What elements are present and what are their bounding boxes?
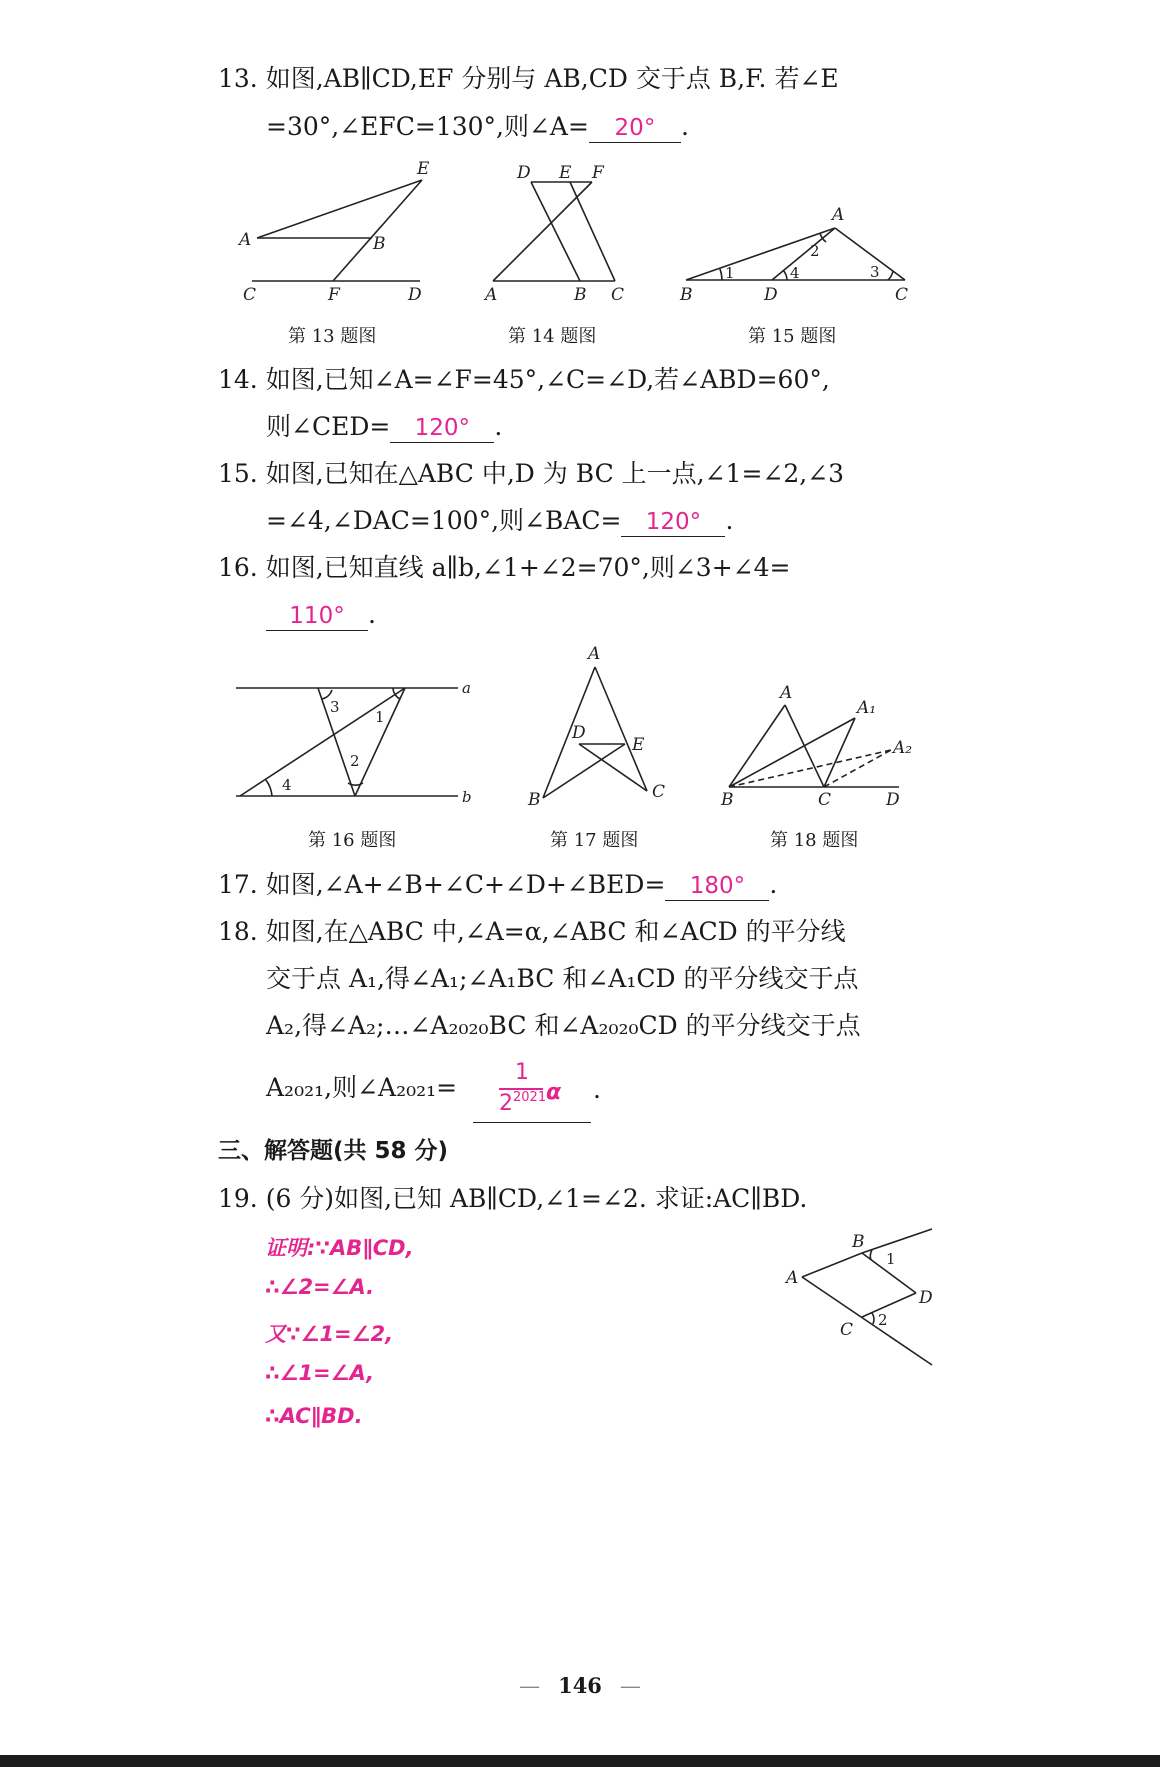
p17-period: .	[769, 870, 778, 899]
figure-18	[715, 680, 925, 810]
p19-proof-line-4: ∴∠1=∠A,	[265, 1361, 375, 1385]
page-number-value: 146	[558, 1673, 602, 1698]
caption-fig15: 第 15 题图	[748, 326, 837, 347]
fig15-arc-1	[720, 269, 722, 280]
fig18-label-b: B	[721, 790, 734, 810]
p19-statement: 19. (6 分)如图,已知 AB∥CD,∠1=∠2. 求证:AC∥BD.	[218, 1184, 808, 1213]
fig18-label-a2: A₂	[893, 738, 913, 758]
caption-fig18: 第 18 题图	[770, 830, 859, 851]
fig16-angle-3: 3	[330, 698, 340, 716]
fig14-label-b: B	[574, 285, 587, 305]
fig14-label-d: D	[517, 163, 531, 183]
p19-proof-line-2: ∴∠2=∠A.	[265, 1275, 375, 1299]
fig19-line-ab	[802, 1253, 862, 1277]
p17-answer: 180°	[665, 875, 769, 901]
fig15-angle-3: 3	[870, 263, 880, 281]
fig18-line-ba2	[729, 750, 891, 787]
fig14-label-e: E	[559, 163, 572, 183]
fig19-label-b: B	[852, 1232, 865, 1252]
fig14-label-f: F	[592, 163, 604, 183]
fig19-line-cd	[862, 1293, 916, 1317]
fig16-angle-1: 1	[375, 708, 385, 726]
fig15-line-ad	[772, 228, 835, 280]
fig14-line-de	[531, 182, 580, 281]
caption-fig17: 第 17 题图	[550, 830, 639, 851]
bottom-bar	[0, 1755, 1160, 1767]
fig18-label-c: C	[818, 790, 832, 810]
p16-line1: 16. 如图,已知直线 a∥b,∠1+∠2=70°,则∠3+∠4=	[218, 553, 791, 582]
p14-line1: 14. 如图,已知∠A=∠F=45°,∠C=∠D,若∠ABD=60°,	[218, 365, 830, 394]
p18-line2: 交于点 A₁,得∠A₁;∠A₁BC 和∠A₁CD 的平分线交于点	[266, 964, 859, 993]
fig13-label-d: D	[408, 285, 422, 305]
p18-answer-denominator	[499, 1090, 546, 1116]
caption-fig16: 第 16 题图	[308, 830, 397, 851]
fig15-angle-1: 1	[725, 264, 735, 282]
fig18-line-ca1	[824, 718, 855, 787]
p13-period: .	[680, 112, 689, 141]
p13-line1: 13. 如图,AB∥CD,EF 分别与 AB,CD 交于点 B,F. 若∠E	[218, 64, 839, 93]
p14-question: 则∠CED=	[266, 412, 391, 441]
fig19-arc-2	[872, 1313, 874, 1324]
figure-13	[225, 156, 450, 306]
page-number-dash-right: —	[619, 1674, 641, 1698]
fig15-label-c: C	[895, 285, 909, 305]
section-title: 三、解答题(共 58 分)	[218, 1138, 449, 1164]
fig13-label-c: C	[243, 285, 257, 305]
p18-answer-numerator: 1	[515, 1060, 529, 1085]
p16-period: .	[368, 600, 376, 629]
fig16-angle-2: 2	[350, 752, 360, 770]
figure-14	[477, 156, 637, 306]
p13-answer: 20°	[589, 117, 681, 143]
fig19-label-a: A	[786, 1268, 799, 1288]
fig18-label-a: A	[780, 683, 793, 703]
fig18-line-ca2	[824, 750, 891, 787]
p13-question: =30°,∠EFC=130°,则∠A=	[266, 112, 589, 141]
fig19-arc-1	[870, 1250, 872, 1260]
p16-answer: 110°	[266, 605, 368, 631]
fig15-arc-4	[783, 270, 787, 280]
caption-fig13: 第 13 题图	[288, 326, 377, 347]
fig19-label-d: D	[919, 1288, 933, 1308]
p14-answer: 120°	[390, 417, 494, 443]
p18-period: .	[593, 1075, 601, 1104]
p14-period: .	[494, 412, 503, 441]
p18-answer-alpha: α	[546, 1080, 562, 1105]
figure-15	[670, 200, 920, 306]
fig16-angle-4: 4	[282, 776, 292, 794]
fig18-line-ba1	[729, 718, 855, 787]
fig13-label-b: B	[373, 234, 386, 254]
fig15-arc-3	[888, 271, 893, 280]
figure-19	[780, 1225, 940, 1370]
fig16-arc-4	[266, 780, 272, 796]
fig15-label-a: A	[832, 205, 845, 225]
fig19-label-c: C	[840, 1320, 854, 1340]
fig13-label-f: F	[328, 285, 340, 305]
p15-question: =∠4,∠DAC=100°,则∠BAC=	[266, 506, 622, 535]
fig19-angle-1: 1	[886, 1250, 896, 1268]
p13-line2	[266, 114, 689, 143]
p15-answer: 120°	[621, 511, 725, 537]
p14-line2	[266, 414, 502, 443]
page-number-dash-left: —	[519, 1674, 541, 1698]
fig17-label-e: E	[632, 735, 645, 755]
caption-fig14: 第 14 题图	[508, 326, 597, 347]
p15-line1: 15. 如图,已知在△ABC 中,D 为 BC 上一点,∠1=∠2,∠3	[218, 459, 845, 488]
fig17-label-a: A	[588, 645, 601, 664]
fig14-label-a: A	[485, 285, 498, 305]
fig16-label-b: b	[462, 788, 472, 806]
p15-line2	[266, 508, 733, 537]
fig17-label-b: B	[528, 790, 541, 810]
p15-period: .	[725, 506, 734, 535]
fig15-angle-2: 2	[810, 242, 820, 260]
p16-line2	[266, 602, 376, 631]
figure-16	[230, 672, 480, 812]
fig18-line-ba	[729, 705, 785, 787]
fig14-line-af	[493, 182, 592, 281]
figure-17	[522, 645, 672, 810]
p18-line3: A₂,得∠A₂;…∠A₂₀₂₀BC 和∠A₂₀₂₀CD 的平分线交于点	[266, 1011, 861, 1040]
fig18-label-d: D	[886, 790, 900, 810]
p17-line1	[218, 872, 777, 901]
fig16-label-a: a	[462, 679, 471, 697]
p18-line4: A₂₀₂₁,则∠A₂₀₂₁=	[266, 1073, 458, 1102]
fig13-label-a: A	[239, 230, 252, 250]
fig15-label-b: B	[680, 285, 693, 305]
fig19-angle-2: 2	[878, 1311, 888, 1329]
p18-answer-den-exp: 2021	[513, 1090, 547, 1105]
p19-proof-line-3: 又∵∠1=∠2,	[265, 1322, 394, 1346]
fig14-label-c: C	[611, 285, 625, 305]
fig18-label-a1: A₁	[857, 698, 877, 718]
fig15-angle-4: 4	[790, 264, 800, 282]
fig17-label-d: D	[572, 723, 586, 743]
fig15-label-d: D	[764, 285, 778, 305]
page-number	[0, 1673, 1160, 1698]
p19-proof-line-5: ∴AC∥BD.	[265, 1404, 363, 1428]
fig17-line-ab	[543, 667, 595, 798]
p18-line1: 18. 如图,在△ABC 中,∠A=α,∠ABC 和∠ACD 的平分线	[218, 917, 846, 946]
fig17-label-c: C	[652, 782, 666, 802]
p17-question: 17. 如图,∠A+∠B+∠C+∠D+∠BED=	[218, 870, 666, 899]
fig13-label-e: E	[417, 159, 430, 179]
fig17-line-be	[543, 744, 625, 798]
fig19-line-bd-extended	[862, 1229, 932, 1253]
p19-proof-line-1: 证明:∵AB∥CD,	[265, 1236, 414, 1260]
p18-answer	[473, 1058, 591, 1123]
p18-answer-den-base: 2	[499, 1091, 513, 1116]
